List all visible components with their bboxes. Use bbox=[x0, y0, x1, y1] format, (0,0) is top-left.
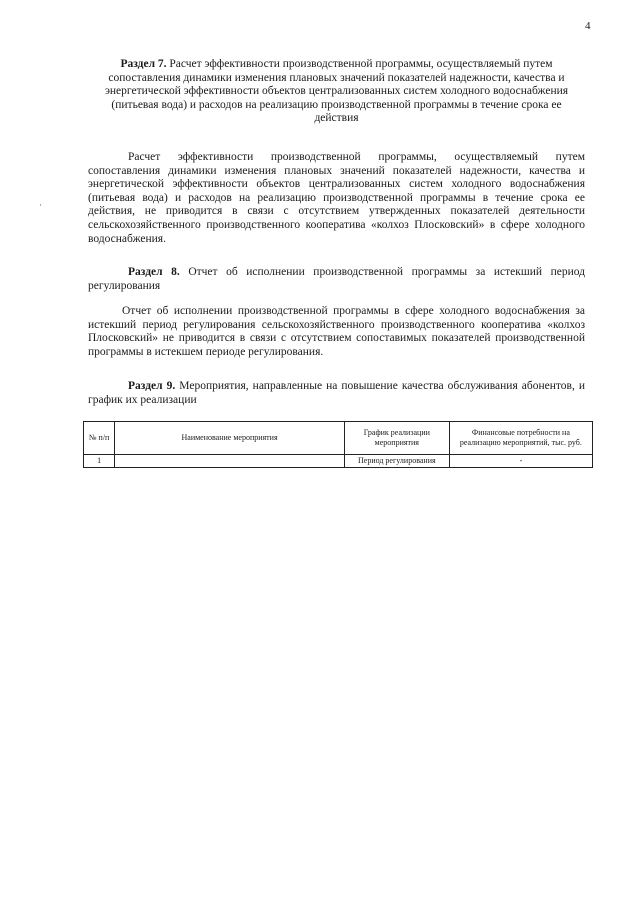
section-7-body: Расчет эффективности производственной программы, осуществляемый путем сопоставления динамики изменения плановых значений показателей надежности, качества и энергетической эффективности объектов централизованных систем холодного водоснабжения (питьевая вода) и расходов на реализацию производственной программы в течение срока ее действия, не приводится в связи с отсутствием утвержденных показателей деятельности сельскохозяйственного производственного кооператива «колхоз Плосковский» в сфере холодного водоснабжения. bbox=[88, 151, 585, 245]
column-header-number: № п/п bbox=[84, 422, 115, 455]
table-row bbox=[84, 455, 593, 468]
column-header-schedule: График реализации мероприятия bbox=[344, 422, 449, 455]
margin-mark: · bbox=[39, 200, 42, 210]
cell-number: 1 bbox=[84, 455, 115, 468]
section-7-title: Расчет эффективности производственной программы, осуществляемый путем сопоставления динамики изменения плановых значений показателей надежности, качества и энергетической эффективности объектов централизованных систем холодного водоснабжения (питьевая вода) и расходов на реализацию производственной программы в течение срока ее действия bbox=[104, 58, 569, 125]
column-header-financial-needs: Финансовые потребности на реализацию мероприятий, тыс. руб. bbox=[449, 422, 592, 455]
page-number: 4 bbox=[585, 20, 591, 32]
column-header-measure-name: Наименование мероприятия bbox=[115, 422, 345, 455]
section-8-heading bbox=[88, 266, 585, 293]
section-8-title: Отчет об исполнении производственной программы за истекший период регулирования bbox=[88, 266, 586, 292]
cell-financial-needs: - bbox=[449, 455, 592, 468]
section-9-heading bbox=[88, 380, 585, 407]
table-header-row bbox=[84, 422, 593, 455]
section-9-label: Раздел 9. bbox=[128, 380, 176, 392]
section-8-body: Отчет об исполнении производственной программы в сфере холодного водоснабжения за истекший период регулирования сельскохозяйственного производственного кооператива «колхоз Плосковский» не приводится в связи с отсутствием сопоставимых показателей производственной программы в истекшем периоде регулирования. bbox=[88, 305, 585, 358]
measures-table bbox=[83, 421, 593, 468]
cell-measure-name bbox=[115, 455, 345, 468]
section-7-label: Раздел 7. bbox=[120, 58, 167, 70]
section-8-label: Раздел 8. bbox=[128, 266, 180, 278]
cell-schedule: Период регулирования bbox=[344, 455, 449, 468]
section-9-title: Мероприятия, направленные на повышение качества обслуживания абонентов, и график их реализации bbox=[88, 380, 586, 406]
section-7-heading bbox=[88, 58, 585, 126]
